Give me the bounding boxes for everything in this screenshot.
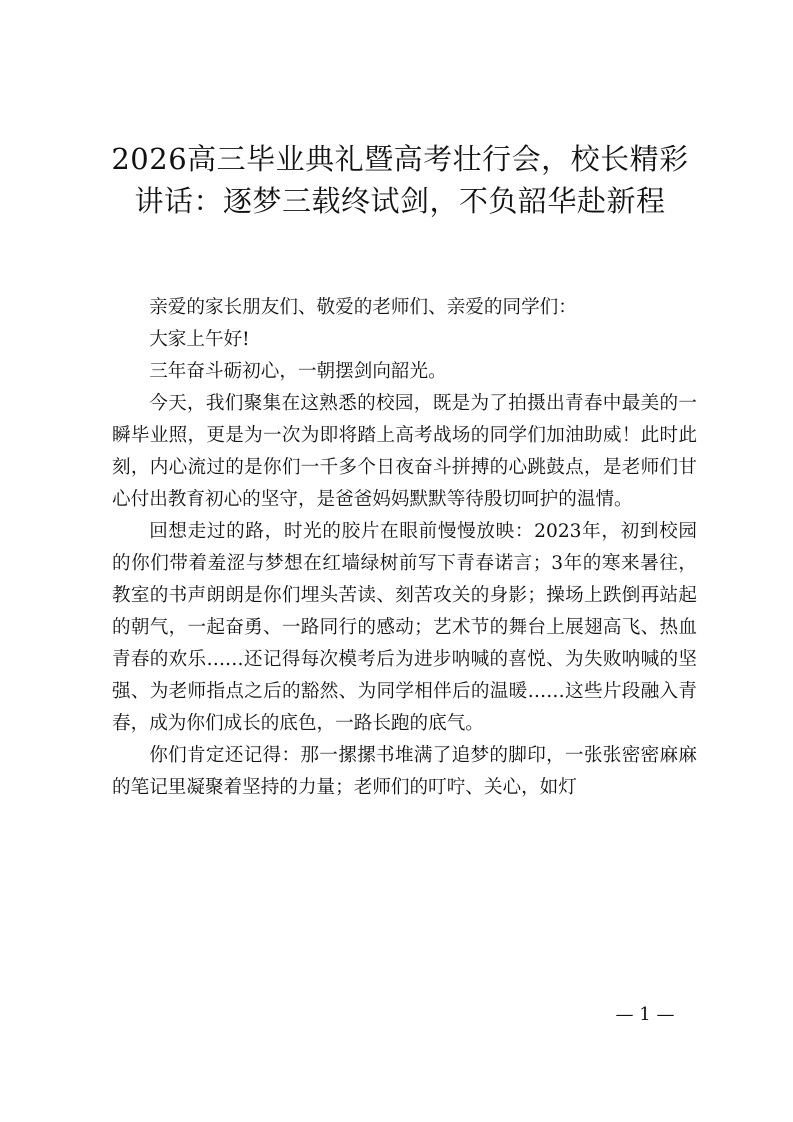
body-paragraph: 今天，我们聚集在这熟悉的校园，既是为了拍摄出青春中最美的一瞬毕业照，更是为一次为即将踏上高考战场的同学们加油助威！此时此刻，内心流过的是你们一千多个日夜奋斗拼搏的心跳鼓点，是老师们甘心付出教育初心的坚守，是爸爸妈妈默默等待殷切呵护的温情。 <box>112 393 697 510</box>
page-number: — 1 — <box>615 1004 675 1025</box>
body-paragraph: 回想走过的路，时光的胶片在眼前慢慢放映：2023年，初到校园的你们带着羞涩与梦想在红墙绿树前写下青春诺言；3年的寒来暑往，教室的书声朗朗是你们埋头苦读、刻苦攻关的身影；操场上跌倒再站起的朝气，一起奋勇、一路同行的感动；艺术节的舞台上展翅高飞、热血青春的欢乐……还记得每次模考后为进步呐喊的喜悦、为失败呐喊的坚强、为老师指点之后的豁然、为同学相伴后的温暖……这些片段融入青春，成为你们成长的底色，一路长跑的底气。 <box>112 521 697 734</box>
document-body <box>112 292 697 804</box>
salutation-paragraph: 大家上午好! <box>149 329 250 350</box>
motto-paragraph: 三年奋斗砺初心，一朝摆剑向韶光。 <box>149 361 447 382</box>
greeting-paragraph: 亲爱的家长朋友们、敬爱的老师们、亲爱的同学们： <box>149 297 577 318</box>
document-title: 2026高三毕业典礼暨高考壮行会，校长精彩讲话：逐梦三载终试剑，不负韶华赴新程 <box>111 142 689 218</box>
body-paragraph: 你们肯定还记得：那一摞摞书堆满了追梦的脚印，一张张密密麻麻的笔记里凝聚着坚持的力量；老师们的叮咛、关心，如灯 <box>112 745 697 798</box>
